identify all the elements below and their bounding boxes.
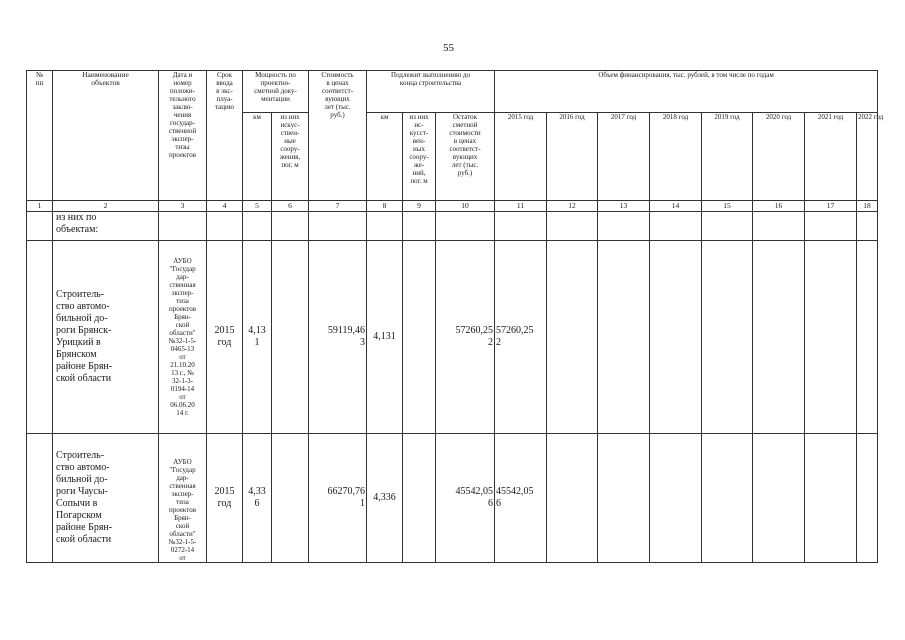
object-name-text: Строитель- ство автомо- бильной до- роги Брянск- Урицкий в Брянском районе Брян- ской области	[56, 289, 113, 384]
header-power-group-text: Мощность по проектно- сметной доку- ментации	[254, 71, 297, 103]
header-remain-artificial	[403, 113, 436, 201]
expertise-info-text: АУБО "Государ дар- ственная экспер- тиза проектов Брян- ской области" №32-1-5- 0465-13 от 21.10.20 13 г., № 32-1-3- 0194-14 от 06.06.20 14 г.	[168, 257, 197, 417]
cell	[753, 212, 805, 241]
header-cost-text: Стоимость в ценах соответст- вующих лет (тыс. руб.)	[321, 71, 354, 119]
financing-table	[26, 70, 884, 563]
cell	[272, 212, 309, 241]
finance-2018	[650, 241, 702, 434]
cell	[207, 212, 243, 241]
header-finance-group	[495, 71, 878, 113]
power-km-text: 4,13 1	[248, 325, 266, 348]
header-remain-km-text: км	[380, 113, 389, 121]
header-year-2018-text: 2018 год	[662, 113, 689, 121]
cell	[805, 212, 857, 241]
cell	[309, 212, 367, 241]
col-number: 4	[207, 201, 243, 212]
commission-date	[207, 434, 243, 563]
expertise-info	[159, 241, 207, 434]
header-year-2016-text: 2016 год	[559, 113, 585, 121]
col-number: 7	[309, 201, 367, 212]
header-number-text: № пп	[35, 70, 44, 87]
header-year-2021-text: 2021 год	[817, 113, 844, 121]
finance-2021	[805, 434, 857, 563]
remain-km	[367, 434, 403, 563]
finance-2015	[495, 241, 547, 434]
col-number: 8	[367, 201, 403, 212]
finance-2020	[753, 241, 805, 434]
header-remain-km	[367, 113, 403, 201]
header-remain-group	[367, 71, 495, 113]
cell	[702, 212, 753, 241]
remain-km-text: 4,131	[373, 331, 396, 342]
remain-cost-text: 57260,25 2	[455, 325, 494, 348]
col-number: 5	[243, 201, 272, 212]
finance-2018	[650, 434, 702, 563]
header-commission-text: Срок ввода в экс- плуа- тацию	[215, 71, 234, 111]
estimate-cost-text: 66270,76 1	[327, 486, 366, 509]
commission-date-text: 2015 год	[214, 486, 235, 509]
finance-2016	[547, 241, 598, 434]
object-name	[53, 434, 159, 563]
cell	[598, 212, 650, 241]
header-commission	[207, 71, 243, 201]
header-number	[27, 71, 53, 201]
cell	[403, 212, 436, 241]
power-km	[243, 241, 272, 434]
page-number: 55	[443, 42, 454, 54]
cell	[857, 212, 878, 241]
header-year-2021	[805, 113, 857, 201]
header-expertise-text: Дата и номер положи- тельного заклю- чения государ- ственной экспер- тизы проектов	[168, 71, 197, 159]
power-km-text: 4,33 6	[248, 486, 266, 509]
col-number: 17	[805, 201, 857, 212]
cell	[547, 212, 598, 241]
header-year-2022	[857, 113, 884, 201]
header-km-text: км	[253, 113, 261, 121]
col-number: 10	[436, 201, 495, 212]
header-year-2019-text: 2019 год	[714, 113, 740, 121]
cell	[159, 212, 207, 241]
finance-2022	[857, 241, 878, 434]
finance-2015-text: 57260,25 2	[496, 325, 534, 348]
col-number: 2	[53, 201, 159, 212]
object-name	[53, 241, 159, 434]
header-km	[243, 113, 272, 201]
table-row	[27, 241, 878, 434]
finance-2016	[547, 434, 598, 563]
estimate-cost	[309, 241, 367, 434]
finance-2022	[857, 434, 878, 563]
header-year-2020	[753, 113, 805, 201]
cell	[243, 212, 272, 241]
finance-2017	[598, 434, 650, 563]
cell	[436, 212, 495, 241]
remain-artificial	[403, 241, 436, 434]
estimate-cost-text: 59119,46 3	[327, 325, 366, 348]
header-year-2018	[650, 113, 702, 201]
header-year-2022-text: 2022 год	[858, 113, 884, 121]
header-artificial-text: из них искус- ствен- ные соору- жения, пог. м	[279, 113, 301, 169]
column-numbers-row	[27, 201, 878, 212]
finance-2019	[702, 434, 753, 563]
header-remain-group-text: Подлежит выполнению до конца строительства	[391, 71, 470, 87]
power-artificial	[272, 434, 309, 563]
cell	[27, 241, 53, 434]
col-number: 6	[272, 201, 309, 212]
remain-artificial	[403, 434, 436, 563]
col-number: 15	[702, 201, 753, 212]
header-artificial	[272, 113, 309, 201]
header-year-2016	[547, 113, 598, 201]
finance-2017	[598, 241, 650, 434]
header-year-2015-text: 2015 год	[507, 113, 534, 121]
remain-cost-text: 45542,05 6	[455, 486, 494, 509]
subheader-row	[27, 212, 878, 241]
col-number: 9	[403, 201, 436, 212]
col-number: 13	[598, 201, 650, 212]
subheader-name	[53, 212, 159, 241]
object-name-text: Строитель- ство автомо- бильной до- роги Чаусы- Сопычи в Погарском районе Брян- ской области	[56, 450, 113, 545]
remain-km	[367, 241, 403, 434]
col-number: 12	[547, 201, 598, 212]
header-year-2020-text: 2020 год	[765, 113, 792, 121]
finance-2020	[753, 434, 805, 563]
header-object-name-text: Наименование объектов	[82, 70, 129, 87]
header-year-2017-text: 2017 год	[610, 113, 637, 121]
expertise-info-text: АУБО "Государ дар- ственная экспер- тиза проектов Брян- ской области" №32-1-5- 0272-14 от	[168, 458, 197, 562]
header-remain-cost	[436, 113, 495, 201]
header-expertise	[159, 71, 207, 201]
finance-2021	[805, 241, 857, 434]
power-artificial	[272, 241, 309, 434]
estimate-cost	[309, 434, 367, 563]
header-remain-artificial-text: из них ис- кусст- вен- ных соору- же- ний, пог. м	[409, 113, 429, 185]
col-number: 16	[753, 201, 805, 212]
remain-cost	[436, 434, 495, 563]
cell	[367, 212, 403, 241]
cell	[27, 434, 53, 563]
header-remain-cost-text: Остаток сметной стоимости в ценах соответст- вующих лет (тыс. руб.)	[449, 113, 481, 177]
col-number: 3	[159, 201, 207, 212]
header-year-2019	[702, 113, 753, 201]
header-cost	[309, 71, 367, 201]
col-number: 14	[650, 201, 702, 212]
header-year-2015	[495, 113, 547, 201]
commission-date	[207, 241, 243, 434]
header-year-2017	[598, 113, 650, 201]
header-object-name	[53, 71, 159, 201]
col-number: 11	[495, 201, 547, 212]
expertise-info	[159, 434, 207, 563]
finance-2019	[702, 241, 753, 434]
cell	[27, 212, 53, 241]
header-finance-group-text: Объем финансирования, тыс. рублей, в том числе по годам	[598, 71, 774, 79]
remain-km-text: 4,336	[373, 492, 396, 503]
power-km	[243, 434, 272, 563]
col-number: 1	[27, 201, 53, 212]
commission-date-text: 2015 год	[214, 325, 235, 348]
subheader-name-text: из них по объектам:	[56, 212, 99, 235]
finance-2015-text: 45542,05 6	[496, 486, 534, 509]
remain-cost	[436, 241, 495, 434]
table-row	[27, 434, 878, 563]
finance-2015	[495, 434, 547, 563]
header-power-group	[243, 71, 309, 113]
col-number: 18	[857, 201, 878, 212]
cell	[650, 212, 702, 241]
cell	[495, 212, 547, 241]
